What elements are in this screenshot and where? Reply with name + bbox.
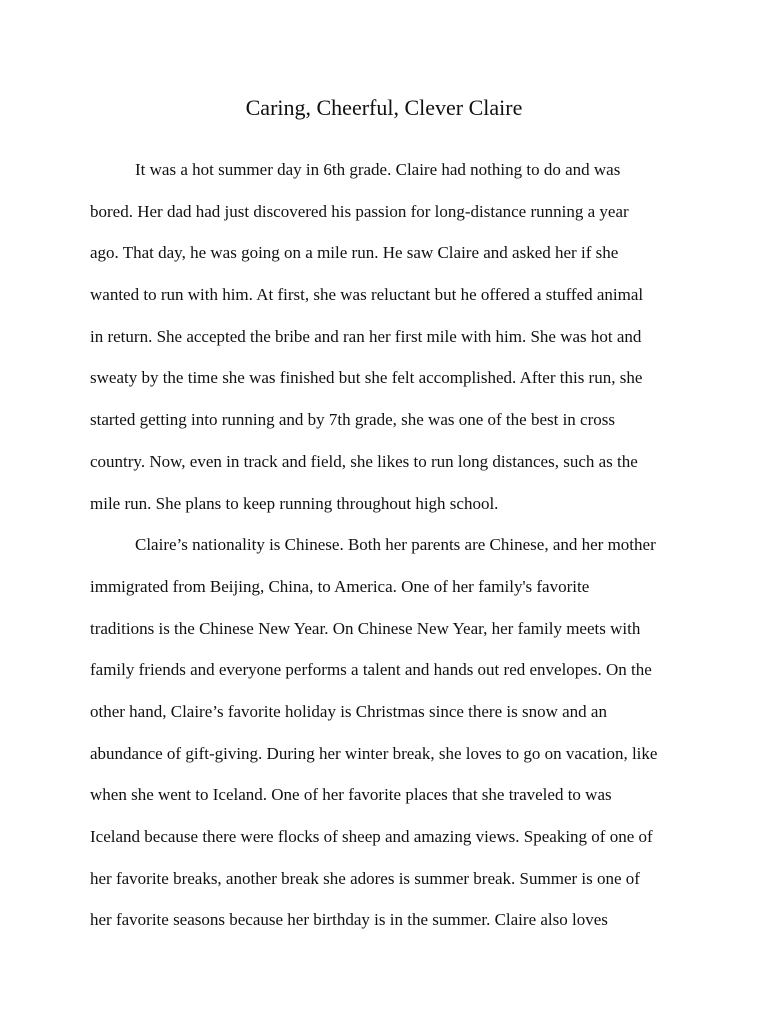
paragraph-1-line: sweaty by the time she was finished but she felt accomplished. After this run, she	[90, 368, 643, 388]
paragraph-2-line: Claire’s nationality is Chinese. Both her parents are Chinese, and her mother	[135, 535, 656, 555]
paragraph-2-line: other hand, Claire’s favorite holiday is Christmas since there is snow and an	[90, 701, 607, 721]
paragraph-1-line: started getting into running and by 7th grade, she was one of the best in cross	[90, 410, 615, 430]
paragraph-2-line: Iceland because there were flocks of sheep and amazing views. Speaking of one of	[90, 827, 653, 846]
paragraph-2-line: her favorite breaks, another break she adores is summer break. Summer is one of	[90, 868, 640, 888]
paragraph-2-line: family friends and everyone performs a talent and hands out red envelopes. On the	[90, 660, 652, 680]
paragraph-1-line: in return. She accepted the bribe and ran her first mile with him. She was hot and	[90, 326, 642, 346]
paragraph-1-line: It was a hot summer day in 6th grade. Claire had nothing to do and was	[135, 160, 621, 179]
paragraph-1-line: ago. That day, he was going on a mile run. He saw Claire and asked her if she	[90, 243, 619, 263]
paragraph-1-line: bored. Her dad had just discovered his passion for long-distance running a year	[90, 201, 629, 221]
paragraph-1-line: wanted to run with him. At first, she was reluctant but he offered a stuffed animal	[90, 285, 644, 305]
document-title: Caring, Cheerful, Clever Claire	[245, 95, 523, 120]
paragraph-2-line: traditions is the Chinese New Year. On Chinese New Year, her family meets with	[90, 618, 641, 638]
paragraph-2-line: immigrated from Beijing, China, to America. One of her family's favorite	[90, 576, 590, 596]
paragraph-2-line: abundance of gift-giving. During her winter break, she loves to go on vacation, like	[90, 743, 658, 763]
paragraph-1-line: country. Now, even in track and field, she likes to run long distances, such as the	[90, 451, 638, 471]
paragraph-2-line: when she went to Iceland. One of her favorite places that she traveled to was	[90, 785, 612, 805]
document-body	[90, 154, 690, 946]
paragraph-2-line: her favorite seasons because her birthday is in the summer. Claire also loves	[90, 910, 608, 930]
paragraph-1-line: mile run. She plans to keep running throughout high school.	[90, 493, 499, 513]
